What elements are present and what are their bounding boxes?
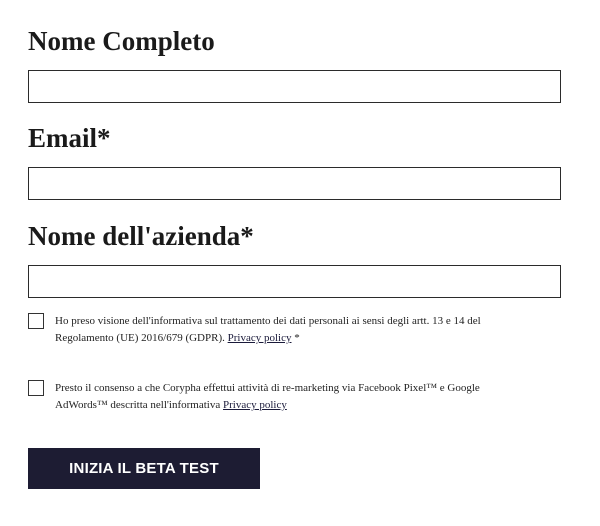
start-beta-test-button[interactable]: INIZIA IL BETA TEST [28, 448, 260, 489]
marketing-consent-label: Presto il consenso a che Corypha effettui attività di re-marketing via Facebook Pixel™ e Google AdWords™ descritta nell'informativa [55, 382, 480, 411]
marketing-privacy-policy-link[interactable]: Privacy policy [222, 399, 287, 411]
privacy-consent-checkbox[interactable] [28, 313, 44, 329]
marketing-consent-checkbox[interactable] [28, 380, 44, 396]
email-input[interactable] [28, 167, 561, 200]
full-name-input[interactable] [28, 70, 561, 103]
required-marker: * [291, 332, 300, 344]
privacy-policy-link[interactable]: Privacy policy [227, 332, 292, 344]
privacy-consent-text [55, 313, 505, 347]
company-name-input[interactable] [28, 265, 561, 298]
company-name-label: Nome dell'azienda* [28, 221, 254, 251]
email-label: Email* [28, 123, 111, 153]
marketing-consent-text [55, 380, 505, 414]
privacy-consent-label: Ho preso visione dell'informativa sul trattamento dei dati personali ai sensi degli artt. 13 e 14 del Regolamento (UE) 2016/679 (GDPR). [55, 315, 481, 344]
full-name-label: Nome Completo [28, 26, 215, 56]
